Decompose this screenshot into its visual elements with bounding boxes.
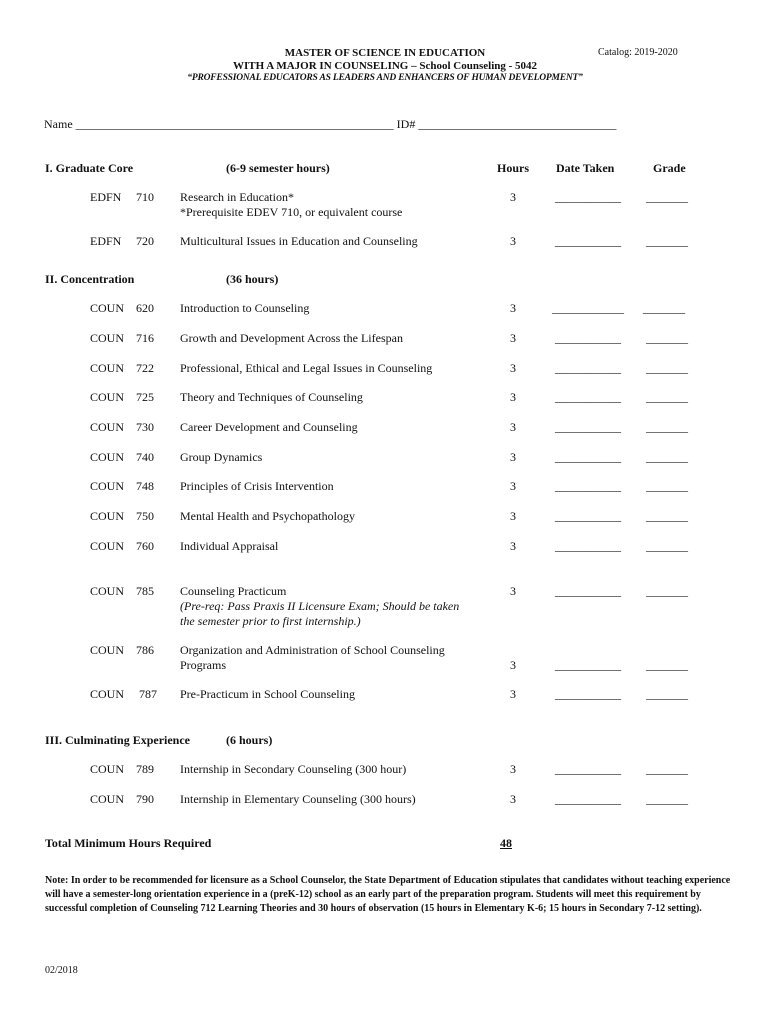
date-taken-field: ___________ — [555, 539, 621, 553]
course-title: Individual Appraisal — [180, 539, 279, 553]
grade-field: _______ — [646, 539, 688, 553]
course-hours: 3 — [510, 539, 516, 553]
course-number: 790 — [136, 792, 154, 806]
course-title: Multicultural Issues in Education and Counseling — [180, 234, 418, 248]
grade-field: _______ — [646, 190, 688, 204]
course-number: 740 — [136, 450, 154, 464]
course-title: Group Dynamics — [180, 450, 263, 464]
course-title: Introduction to Counseling — [180, 301, 310, 315]
grade-field: _______ — [646, 479, 688, 493]
total-hours-label: Total Minimum Hours Required — [45, 836, 212, 850]
course-title: Principles of Crisis Intervention — [180, 479, 334, 493]
date-taken-field: ___________ — [555, 792, 621, 806]
column-header-date-taken: Date Taken — [556, 161, 615, 175]
document-title: MASTER OF SCIENCE IN EDUCATION — [284, 47, 486, 59]
course-number: 787 — [139, 687, 157, 701]
date-taken-field: ___________ — [555, 658, 621, 672]
grade-field: _______ — [646, 687, 688, 701]
date-taken-field: ___________ — [555, 361, 621, 375]
course-title: Career Development and Counseling — [180, 420, 358, 434]
course-dept: COUN — [90, 643, 125, 657]
course-hours: 3 — [510, 234, 516, 248]
column-header-hours: Hours — [497, 161, 530, 175]
course-dept: COUN — [90, 450, 125, 464]
course-dept: COUN — [90, 361, 125, 375]
course-hours: 3 — [510, 792, 516, 806]
course-prerequisite-note: *Prerequisite EDEV 710, or equivalent course — [180, 205, 403, 219]
licensure-note: Note: In order to be recommended for licensure as a School Counselor, the State Department of Education stipulates that candidates without teaching experience will have a semester-long orientation experience in a (preK-12) school as an early part of the preparation program. Students will meet this requirement by successful completion of Counseling 712 Learning Theories and 30 hours of observation (15 hours in Elementary K-6; 15 hours in Secondary 7-12 setting). — [45, 875, 731, 914]
course-number: 786 — [136, 643, 154, 657]
course-number: 748 — [136, 479, 154, 493]
course-number: 750 — [136, 509, 154, 523]
date-taken-field: ____________ — [552, 301, 624, 315]
course-title: Counseling Practicum — [180, 584, 287, 598]
course-title: Internship in Secondary Counseling (300 hour) — [180, 762, 407, 776]
course-title: Research in Education* — [180, 190, 294, 204]
course-title: Theory and Techniques of Counseling — [180, 390, 363, 404]
course-hours: 3 — [510, 301, 516, 315]
course-dept: COUN — [90, 584, 125, 598]
course-number: 716 — [136, 331, 154, 345]
course-hours: 3 — [510, 190, 516, 204]
date-taken-field: ___________ — [555, 190, 621, 204]
date-taken-field: ___________ — [555, 762, 621, 776]
course-dept: COUN — [90, 792, 125, 806]
course-number: 789 — [136, 762, 154, 776]
grade-field: _______ — [646, 390, 688, 404]
date-taken-field: ___________ — [555, 450, 621, 464]
course-number: 720 — [136, 234, 154, 248]
grade-field: _______ — [646, 762, 688, 776]
catalog-year: Catalog: 2019-2020 — [598, 47, 678, 58]
course-title: Growth and Development Across the Lifespan — [180, 331, 403, 345]
course-number: 725 — [136, 390, 154, 404]
column-header-grade: Grade — [653, 161, 686, 175]
course-number: 620 — [136, 301, 154, 315]
course-number: 730 — [136, 420, 154, 434]
grade-field: _______ — [646, 420, 688, 434]
date-taken-field: ___________ — [555, 390, 621, 404]
document-subtitle: WITH A MAJOR IN COUNSELING – School Counseling - 5042 — [232, 60, 538, 72]
course-hours: 3 — [510, 584, 516, 598]
total-hours-value: 48 — [500, 836, 512, 850]
grade-field: _______ — [646, 234, 688, 248]
course-title: Internship in Elementary Counseling (300 hours) — [180, 792, 416, 806]
grade-field: _______ — [646, 450, 688, 464]
course-number: 710 — [136, 190, 154, 204]
section-hours-concentration: (36 hours) — [226, 272, 279, 286]
grade-field: _______ — [646, 658, 688, 672]
course-hours: 3 — [510, 762, 516, 776]
course-dept: COUN — [90, 762, 125, 776]
grade-field: _______ — [643, 301, 685, 315]
grade-field: _______ — [646, 331, 688, 345]
grade-field: _______ — [646, 584, 688, 598]
course-number: 760 — [136, 539, 154, 553]
revision-date: 02/2018 — [45, 965, 78, 976]
course-hours: 3 — [510, 658, 516, 672]
document-motto: “PROFESSIONAL EDUCATORS AS LEADERS AND ENHANCERS OF HUMAN DEVELOPMENT” — [187, 73, 583, 83]
date-taken-field: ___________ — [555, 331, 621, 345]
course-dept: COUN — [90, 509, 125, 523]
course-dept: COUN — [90, 687, 125, 701]
date-taken-field: ___________ — [555, 584, 621, 598]
section-title-culminating-experience: III. Culminating Experience — [45, 733, 191, 747]
section-hours-graduate-core: (6-9 semester hours) — [226, 161, 330, 175]
date-taken-field: ___________ — [555, 509, 621, 523]
grade-field: _______ — [646, 792, 688, 806]
course-hours: 3 — [510, 331, 516, 345]
date-taken-field: ___________ — [555, 234, 621, 248]
course-title: Mental Health and Psychopathology — [180, 509, 355, 523]
section-title-graduate-core: I. Graduate Core — [45, 161, 134, 175]
date-taken-field: ___________ — [555, 687, 621, 701]
course-dept: COUN — [90, 331, 125, 345]
course-number: 722 — [136, 361, 154, 375]
course-hours: 3 — [510, 420, 516, 434]
course-hours: 3 — [510, 450, 516, 464]
name-id-field: Name _____________________________________________________ ID# _________________________________ — [44, 117, 617, 131]
course-dept: COUN — [90, 390, 125, 404]
course-title-continued: Programs — [180, 658, 226, 672]
course-title: Professional, Ethical and Legal Issues in Counseling — [180, 361, 433, 375]
course-hours: 3 — [510, 687, 516, 701]
course-hours: 3 — [510, 390, 516, 404]
course-hours: 3 — [510, 509, 516, 523]
course-dept: EDFN — [90, 190, 122, 204]
course-title: Pre-Practicum in School Counseling — [180, 687, 355, 701]
course-dept: COUN — [90, 539, 125, 553]
date-taken-field: ___________ — [555, 479, 621, 493]
section-title-concentration: II. Concentration — [45, 272, 135, 286]
course-title: Organization and Administration of School Counseling — [180, 643, 445, 657]
course-dept: EDFN — [90, 234, 122, 248]
grade-field: _______ — [646, 361, 688, 375]
grade-field: _______ — [646, 509, 688, 523]
course-dept: COUN — [90, 420, 125, 434]
course-prerequisite-note: (Pre-req: Pass Praxis II Licensure Exam; Should be taken — [180, 599, 460, 613]
course-hours: 3 — [510, 479, 516, 493]
course-prerequisite-note: the semester prior to first internship.) — [180, 614, 361, 628]
course-dept: COUN — [90, 479, 125, 493]
course-hours: 3 — [510, 361, 516, 375]
section-hours-culminating-experience: (6 hours) — [226, 733, 273, 747]
course-number: 785 — [136, 584, 154, 598]
date-taken-field: ___________ — [555, 420, 621, 434]
course-dept: COUN — [90, 301, 125, 315]
